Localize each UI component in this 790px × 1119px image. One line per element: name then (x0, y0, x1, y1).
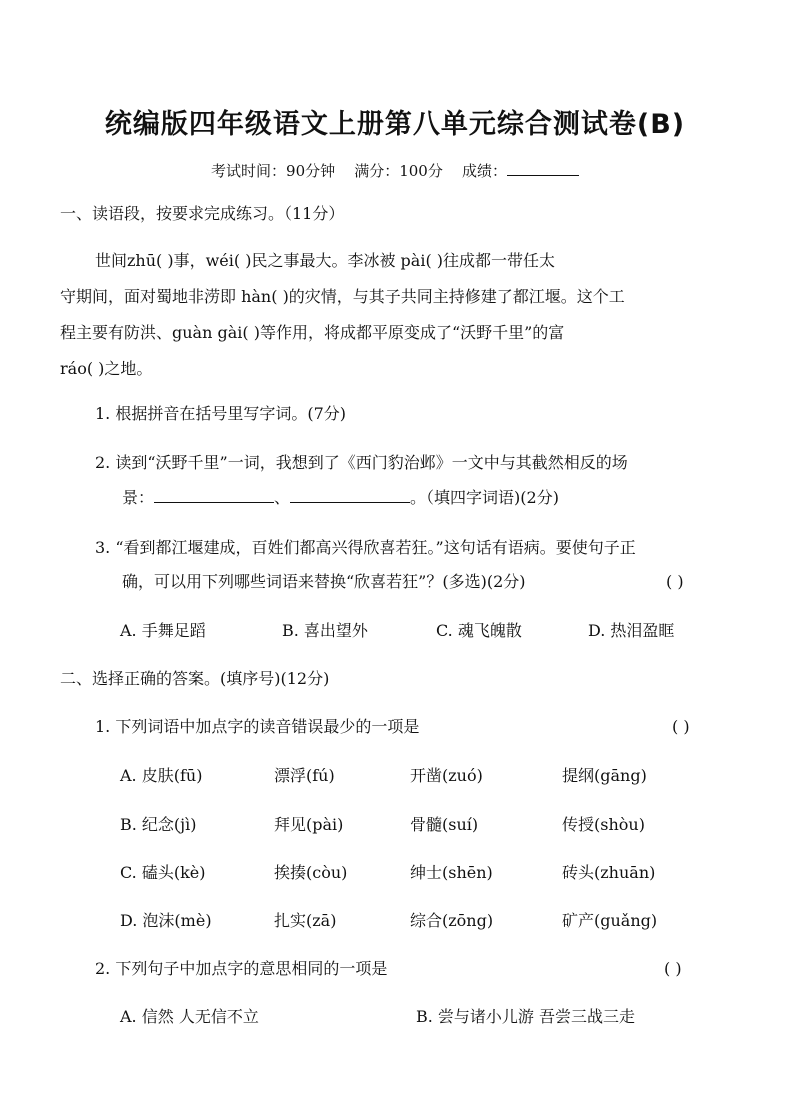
exam-meta (0, 160, 790, 181)
s1-question-1: 1. 根据拼音在括号里写字词。(7分) (95, 404, 347, 423)
s2-q1-d-2: 扎实(zā) (274, 911, 337, 930)
s2-q1-a-3: 开凿(zuó) (410, 766, 483, 785)
s2-q1-a-2: 漂浮(fú) (274, 766, 335, 785)
s2-q1-b-4: 传授(shòu) (562, 815, 645, 834)
s2-q1-c-4: 砖头(zhuān) (562, 863, 656, 882)
s1-q3-option-d[interactable]: D. 热泪盈眶 (588, 621, 675, 640)
s2-q1-c-2: 挨揍(còu) (274, 863, 348, 882)
s1-q3-answer-paren[interactable]: ( ) (666, 572, 684, 591)
passage-line-4: ráo( )之地。 (60, 359, 153, 378)
page-title: 统编版四年级语文上册第八单元综合测试卷(B) (104, 109, 686, 140)
s1-question-3-line-1: 3. “看到都江堰建成，百姓们都高兴得欣喜若狂。”这句话有语病。要使句子正 (95, 538, 636, 557)
full-score: 满分：100分 (354, 162, 443, 180)
s1-q3-option-a[interactable]: A. 手舞足蹈 (120, 621, 206, 640)
section1-heading: 一、读语段，按要求完成练习。（11分） (60, 204, 345, 223)
s2-q1-d-4: 矿产(guǎng) (562, 911, 658, 930)
s1-q3-option-b[interactable]: B. 喜出望外 (282, 621, 368, 640)
exam-time: 考试时间：90分钟 (211, 162, 336, 180)
passage-line-3: 程主要有防洪、guàn gài( )等作用，将成都平原变成了“沃野千里”的富 (60, 323, 565, 342)
s1-question-2-line-1: 2. 读到“沃野千里”一词，我想到了《西门豹治邺》一文中与其截然相反的场 (95, 453, 628, 472)
s2-q1-d-3: 综合(zōng) (410, 911, 494, 930)
s2-q1-c-1[interactable]: C. 磕头(kè) (120, 863, 206, 882)
s2-q2-option-b[interactable]: B. 尝与诸小儿游 吾尝三战三走 (416, 1007, 636, 1026)
s1-question-3-line-2: 确，可以用下列哪些词语来替换“欣喜若狂”？(多选)(2分) (122, 572, 526, 591)
s2-q2-option-a[interactable]: A. 信然 人无信不立 (120, 1007, 259, 1026)
s1-q3-option-c[interactable]: C. 魂飞魄散 (436, 621, 522, 640)
s2-q1-b-1[interactable]: B. 纪念(jì) (120, 815, 197, 834)
s2-q1-answer-paren[interactable]: ( ) (672, 717, 690, 736)
s2-question-1: 1. 下列词语中加点字的读音错误最少的一项是 (95, 717, 420, 736)
s2-question-2: 2. 下列句子中加点字的意思相同的一项是 (95, 959, 388, 978)
s1-question-2-line-2: 景： 、 。（填四字词语)(2分) (122, 488, 559, 507)
passage-line-2: 守期间，面对蜀地非涝即 hàn( )的灾情，与其子共同主持修建了都江堰。这个工 (60, 287, 625, 306)
answer-blank-2[interactable] (290, 488, 410, 503)
s2-q1-d-1[interactable]: D. 泡沫(mè) (120, 911, 212, 930)
passage-line-1: 世间zhū( )事，wéi( )民之事最大。李冰被 pài( )往成都一带任太 (95, 251, 556, 270)
score-label: 成绩： (461, 162, 507, 180)
section2-heading: 二、选择正确的答案。(填序号)(12分) (60, 669, 330, 688)
answer-blank-1[interactable] (154, 488, 274, 503)
score-blank[interactable] (507, 163, 579, 176)
s2-q1-a-1[interactable]: A. 皮肤(fū) (120, 766, 203, 785)
s2-q2-answer-paren[interactable]: ( ) (664, 959, 682, 978)
s2-q1-b-2: 拜见(pài) (274, 815, 344, 834)
s2-q1-b-3: 骨髓(suí) (410, 815, 479, 834)
s2-q1-a-4: 提纲(gāng) (562, 766, 647, 785)
s2-q1-c-3: 绅士(shēn) (410, 863, 493, 882)
